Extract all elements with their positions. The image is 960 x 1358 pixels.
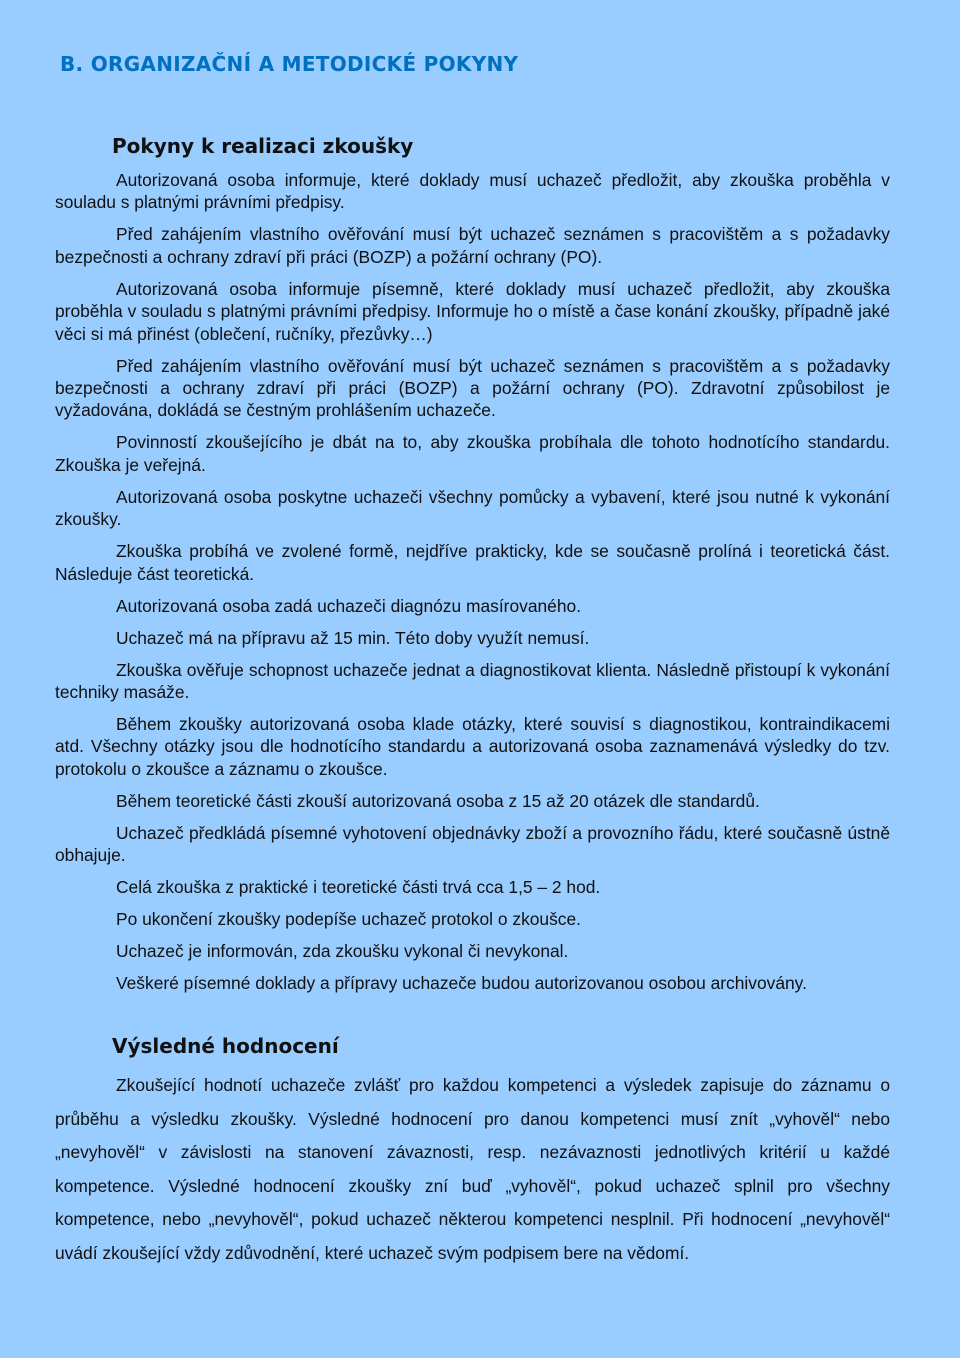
paragraph: Před zahájením vlastního ověřování musí být uchazeč seznámen s pracovištěm a s požadavky bezpečnosti a ochrany zdraví při práci (BOZP) a požární ochrany (PO). Zdravotní způsobilost je vyžadována, dokládá se čestným prohlášením uchazeče. — [55, 355, 890, 421]
paragraph: Zkouška ověřuje schopnost uchazeče jednat a diagnostikovat klienta. Následně přistoupí k vykonání techniky masáže. — [55, 659, 890, 703]
paragraph: Během zkoušky autorizovaná osoba klade otázky, které souvisí s diagnostikou, kontraindikacemi atd. Všechny otázky jsou dle hodnotícího standardu a autorizovaná osoba zaznamenává výsledky do tzv. protokolu o zkoušce a záznamu o zkoušce. — [55, 714, 890, 779]
paragraph: Celá zkouška z praktické i teoretické části trvá cca 1,5 – 2 hod. — [116, 877, 601, 898]
paragraph: Zkouška probíhá ve zvolené formě, nejdříve prakticky, kde se současně prolíná i teoretická část. Následuje část teoretická. — [55, 541, 890, 584]
paragraph: Autorizovaná osoba informuje písemně, které doklady musí uchazeč předložit, aby zkouška proběhla v souladu s platnými právními předpisy. Informuje ho o místě a čase konání zkoušky, případně jaké věci si má přinést (oblečení, ručníky, přezůvky…) — [55, 278, 890, 344]
section-title: B. ORGANIZAČNÍ A METODICKÉ POKYNY — [60, 52, 519, 76]
paragraph: Autorizovaná osoba informuje, které doklady musí uchazeč předložit, aby zkouška proběhla v souladu s platnými právními předpisy. — [55, 170, 890, 213]
paragraph: Uchazeč je informován, zda zkoušku vykonal či nevykonal. — [116, 941, 569, 962]
paragraph: Autorizovaná osoba zadá uchazeči diagnózu masírovaného. — [116, 595, 582, 616]
paragraph: Před zahájením vlastního ověřování musí být uchazeč seznámen s pracovištěm a s požadavky bezpečnosti a ochrany zdraví při práci (BOZP) a požární ochrany (PO). — [55, 224, 890, 267]
paragraph: Zkoušející hodnotí uchazeče zvlášť pro každou kompetenci a výsledek zapisuje do záznamu o průběhu a výsledku zkoušky. Výsledné hodnocení pro danou kompetenci musí znít „vyhověl“ nebo „nevyhověl“ v závislosti na stanovení závaznosti, resp. nezávaznosti jednotlivých kritérií u každé kompetence. Výsledné hodnocení zkoušky zní buď „vyhověl“, pokud uchazeč splnil pro všechny kompetence, nebo „nevyhověl“, pokud uchazeč některou kompetenci nesplnil. Při hodnocení „nevyhověl“ uvádí zkoušející vždy zdůvodnění, které uchazeč svým podpisem bere na vědomí. — [55, 1075, 890, 1263]
paragraph: Povinností zkoušejícího je dbát na to, aby zkouška probíhala dle tohoto hodnotícího standardu. Zkouška je veřejná. — [55, 432, 890, 475]
paragraph: Po ukončení zkoušky podepíše uchazeč protokol o zkoušce. — [116, 909, 581, 930]
heading-vysledne-hodnoceni: Výsledné hodnocení — [112, 1034, 339, 1058]
paragraph: Uchazeč předkládá písemné vyhotovení objednávky zboží a provozního řádu, které současně ústně obhajuje. — [55, 822, 890, 866]
paragraph: Během teoretické části zkouší autorizovaná osoba z 15 až 20 otázek dle standardů. — [116, 790, 760, 811]
paragraph: Veškeré písemné doklady a přípravy uchazeče budou autorizovanou osobou archivovány. — [116, 973, 807, 994]
vysledne-body — [55, 1069, 890, 1270]
pokyny-body — [55, 169, 890, 1004]
paragraph: Uchazeč má na přípravu až 15 min. Této doby využít nemusí. — [116, 627, 590, 648]
paragraph: Autorizovaná osoba poskytne uchazeči všechny pomůcky a vybavení, které jsou nutné k vykonání zkoušky. — [55, 486, 890, 530]
heading-pokyny: Pokyny k realizaci zkoušky — [112, 134, 414, 158]
